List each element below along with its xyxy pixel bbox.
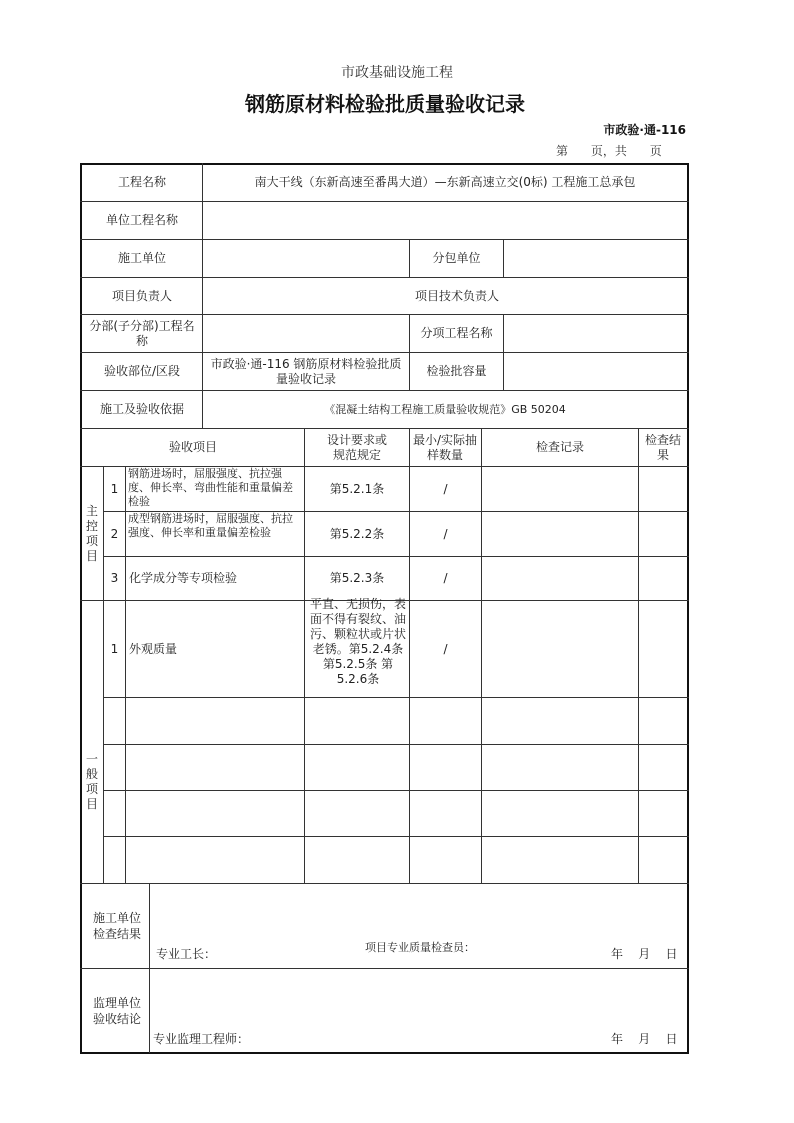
- location-value: 市政验·通-116 钢筋原材料检验批质量验收记录: [210, 356, 402, 386]
- contractor-date: 年 月 日: [611, 947, 678, 961]
- basis-label: 施工及验收依据: [99, 402, 184, 416]
- page-counter: 第 页，共 页: [556, 144, 662, 158]
- supervisor-date: 年 月 日: [611, 1032, 678, 1046]
- main-row-1-req: 第5.2.1条: [329, 481, 385, 496]
- project-name-label: 工程名称: [117, 175, 166, 189]
- tech-manager-label: 项目技术负责人: [414, 288, 499, 303]
- main-row-2-sample: /: [443, 526, 448, 541]
- header-item: 验收项目: [168, 440, 217, 454]
- batch-capacity-label: 检验批容量: [426, 364, 487, 378]
- main-row-2-no: 2: [110, 526, 119, 541]
- general-group-label: 一般项目: [85, 752, 98, 811]
- basis-value: 《混凝土结构工程施工质量验收规范》GB 50204: [324, 402, 566, 416]
- unit-project-value: [203, 202, 687, 239]
- main-row-1-desc: 钢筋进场时，屈服强度、抗拉强度、伸长率、弯曲性能和重量偏差检验: [128, 467, 293, 508]
- main-row-2-req: 第5.2.2条: [329, 526, 385, 541]
- foreman-label: 专业工长：: [156, 947, 217, 961]
- location-label: 验收部位/区段: [103, 364, 181, 378]
- subcontractor-label: 分包单位: [432, 251, 481, 265]
- subitem-label: 分项工程名称: [420, 326, 493, 340]
- division-label: 分部(子分部)工程名称: [89, 318, 195, 348]
- contractor-value: [203, 240, 409, 277]
- header-result: 检查结果: [645, 432, 682, 462]
- contractor-result-label: 施工单位检查结果: [92, 911, 141, 941]
- page-title: 钢筋原材料检验批质量验收记录: [245, 91, 525, 116]
- header-min-sample: 最小/实际抽样数量: [412, 432, 478, 462]
- main-row-2-desc: 成型钢筋进场时，屈服强度、抗拉强度、伸长率和重量偏差检验: [128, 512, 293, 539]
- header-design-req: 设计要求或规范规定: [326, 432, 387, 462]
- main-group-label: 主控项目: [85, 503, 98, 563]
- general-row-1-desc: 外观质量: [129, 641, 178, 656]
- main-row-1-no: 1: [110, 481, 119, 496]
- inspector-label: 项目专业质量检查员：: [365, 941, 475, 954]
- project-manager-label: 项目负责人: [111, 288, 172, 303]
- general-row-1-sample: /: [443, 641, 448, 656]
- general-row-1-req: 平直、无损伤，表面不得有裂纹、油污、颗粒状或片状老锈。第5.2.4条 第5.2.5条 第5.2.6条: [310, 597, 406, 686]
- unit-project-label: 单位工程名称: [105, 213, 178, 227]
- form-code: 市政验·通-116: [603, 123, 686, 137]
- main-row-1-sample: /: [443, 481, 448, 496]
- main-row-3-desc: 化学成分等专项检验: [129, 571, 238, 585]
- contractor-label: 施工单位: [117, 251, 166, 265]
- subcontractor-value: [504, 240, 687, 277]
- engineer-label: 专业监理工程师：: [153, 1032, 250, 1046]
- general-row-1-no: 1: [110, 641, 119, 656]
- supervisor-result-label: 监理单位验收结论: [92, 996, 141, 1026]
- main-row-3-req: 第5.2.3条: [329, 571, 385, 585]
- main-row-3-no: 3: [110, 571, 119, 585]
- header-record: 检查记录: [535, 440, 584, 454]
- main-row-3-sample: /: [443, 571, 448, 585]
- project-name-value: 南大干线（东新高速至番禺大道）—东新高速立交(0标) 工程施工总承包: [254, 175, 636, 189]
- org-title: 市政基础设施工程: [341, 65, 453, 81]
